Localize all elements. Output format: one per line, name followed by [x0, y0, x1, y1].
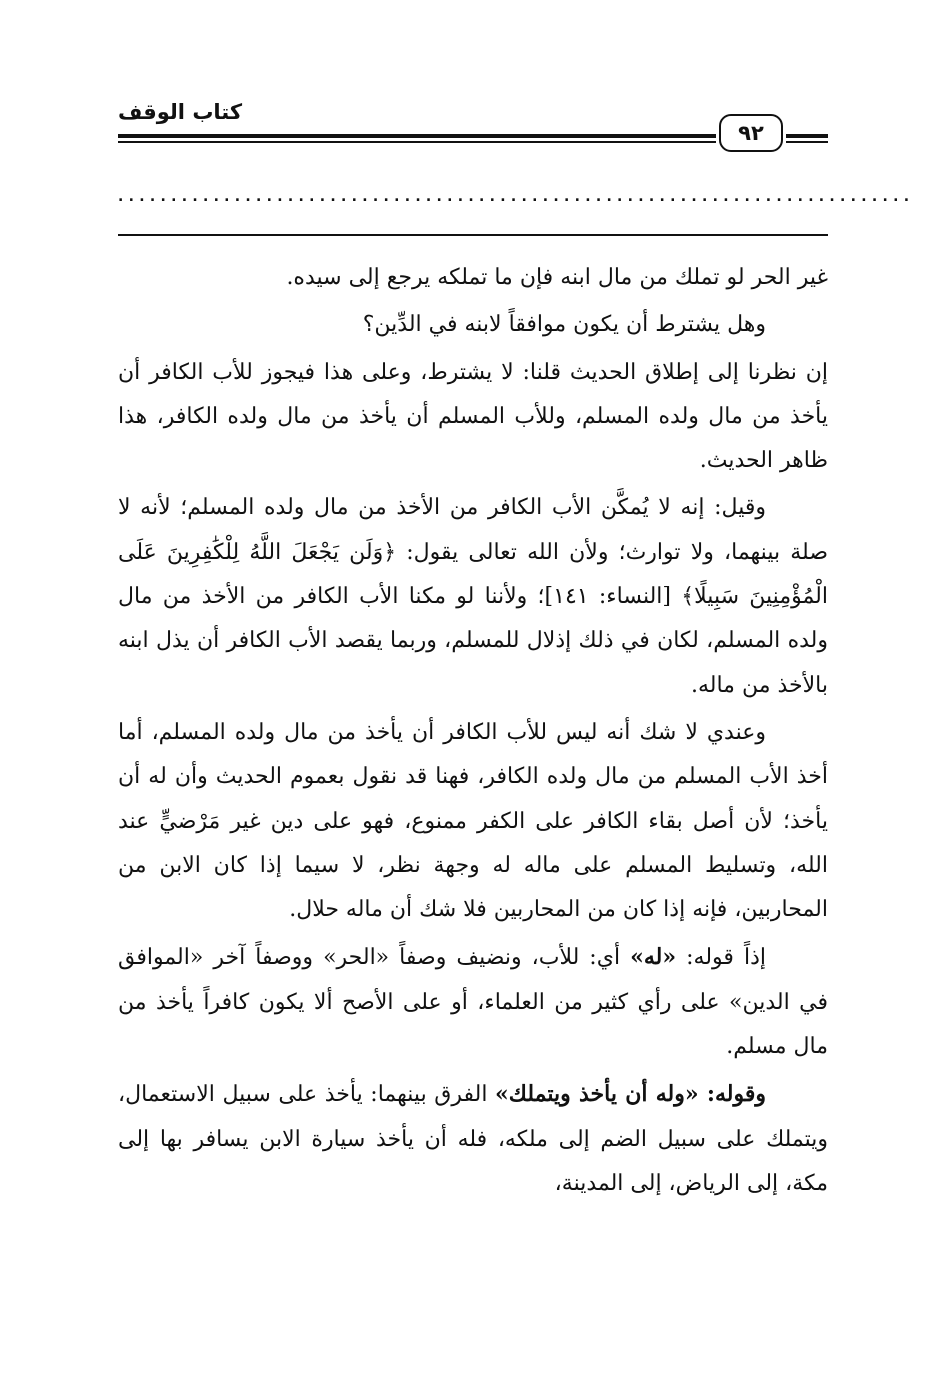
paragraph-7	[118, 1072, 828, 1206]
paragraph-3: إن نظرنا إلى إطلاق الحديث قلنا: لا يشترط، وعلى هذا فيجوز للأب الكافر أن يأخذ من مال ولده المسلم، وللأب المسلم أن يأخذ من مال ولده الكافر، هذا ظاهر الحديث.	[118, 359, 828, 474]
paragraph-7-rest: الفرق بينهما: يأخذ على سبيل الاستعمال، ويتملك على سبيل الضم إلى ملكه، فله أن يأخذ سيارة الابن يسافر بها إلى مكة، إلى الرياض، إلى المدينة،	[118, 1082, 828, 1196]
paragraph-6-lead: إذاً قوله:	[676, 945, 766, 971]
paragraph-1: غير الحر لو تملك من مال ابنه فإن ما تملكه يرجع إلى سيده.	[286, 265, 828, 290]
page-header	[118, 100, 828, 160]
header-rule-right-thick	[786, 134, 828, 138]
header-rule-thick	[118, 134, 716, 138]
paragraph-6-rest: أي: للأب، ونضيف وصفاً «الحر» ووصفاً آخر «الموافق في الدين» على رأي كثير من العلماء، أو على الأصح ألا يكون كافراً يأخذ من مال مسلم.	[118, 945, 828, 1060]
header-rule-right-thin	[786, 141, 828, 143]
paragraph-7-quote: «وله أن يأخذ ويتملك»	[495, 1081, 699, 1108]
dotted-separator: ...........................................................................	[118, 189, 915, 205]
paragraph-6-quote: «له»	[630, 944, 677, 971]
paragraph-7-lead: وقوله:	[698, 1081, 766, 1108]
paragraph-4: وقيل: إنه لا يُمكَّن الأب الكافر من الأخذ من مال ولده المسلم؛ لأنه لا صلة بينهما، ولا توارث؛ ولأن الله تعالى يقول: ﴿وَلَن يَجْعَلَ اللَّهُ لِلْكَٰفِرِينَ عَلَى الْمُؤْمِنِينَ سَبِيلًا﴾ [النساء: ١٤١]؛ ولأننا لو مكنا الأب الكافر من الأخذ من مال ولده المسلم، لكان في ذلك إذلال للمسلم، وربما يقصد الأب الكافر أن يذل ابنه بالأخذ من ماله.	[118, 495, 828, 698]
paragraph-5: وعندي لا شك أنه ليس للأب الكافر أن يأخذ من مال ولده المسلم، أما أخذ الأب المسلم من مال ولده الكافر، فهنا قد نقول بعموم الحديث وأن له أن يأخذ؛ لأن أصل بقاء الكافر على الكفر ممنوع، فهو على دين غير مَرْضيٍّ عند الله، وتسليط المسلم على ماله له وجهة نظر، لا سيما إذا كان الابن من المحاربين، فإنه إذا كان من المحاربين فلا شك أن ماله حلال.	[118, 719, 828, 923]
book-title: كتاب الوقف	[118, 100, 243, 124]
paragraph-2: وهل يشترط أن يكون موافقاً لابنه في الدِّين؟	[362, 312, 766, 338]
header-rule-thin	[118, 141, 716, 143]
paragraph-6	[118, 935, 828, 1069]
body-text	[118, 256, 828, 1209]
divider-line	[118, 234, 828, 236]
page-number: ٩٢	[719, 114, 783, 152]
